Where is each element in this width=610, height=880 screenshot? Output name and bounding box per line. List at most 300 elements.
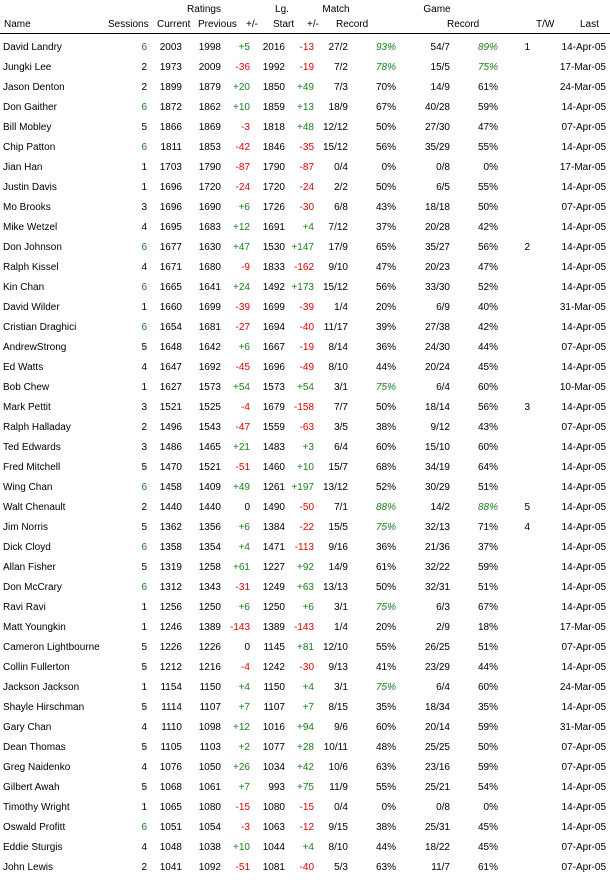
previous-rating-cell: 1573 bbox=[198, 382, 221, 393]
player-name: Chip Patton bbox=[3, 142, 56, 153]
table-row bbox=[0, 698, 610, 718]
current-rating-cell: 1521 bbox=[159, 402, 182, 413]
current-rating-cell: 1677 bbox=[159, 242, 182, 253]
game-record-cell: 35/27 bbox=[424, 242, 450, 253]
player-name: Ted Edwards bbox=[3, 442, 61, 453]
sessions-cell: 4 bbox=[141, 722, 147, 733]
table-row bbox=[0, 418, 610, 438]
start-rating-cell: 1471 bbox=[262, 542, 285, 553]
current-rating-cell: 1486 bbox=[159, 442, 182, 453]
current-rating-cell: 1362 bbox=[159, 522, 182, 533]
table-row bbox=[0, 778, 610, 798]
current-rating-cell: 1068 bbox=[159, 782, 182, 793]
start-change-cell: -13 bbox=[299, 42, 314, 53]
start-change-cell: -40 bbox=[299, 862, 314, 873]
game-record-cell: 40/28 bbox=[424, 102, 450, 113]
start-rating-cell: 1696 bbox=[262, 362, 285, 373]
col-header-tw: T/W bbox=[536, 19, 555, 30]
start-change-cell: -39 bbox=[299, 302, 314, 313]
previous-rating-cell: 1879 bbox=[198, 82, 221, 93]
game-record-cell: 6/9 bbox=[436, 302, 450, 313]
start-change-cell: -143 bbox=[293, 622, 314, 633]
sessions-cell: 4 bbox=[141, 842, 147, 853]
game-pct-cell: 44% bbox=[477, 662, 498, 673]
current-rating-cell: 1105 bbox=[160, 742, 182, 753]
start-change-cell: +4 bbox=[302, 842, 314, 853]
game-pct-cell: 37% bbox=[477, 542, 498, 553]
match-pct-cell: 38% bbox=[375, 422, 396, 433]
sessions-cell: 1 bbox=[141, 162, 147, 173]
table-row bbox=[0, 358, 610, 378]
start-change-cell: -49 bbox=[299, 362, 314, 373]
match-pct-cell: 44% bbox=[375, 842, 396, 853]
match-record-cell: 12/10 bbox=[322, 642, 348, 653]
match-pct-cell: 39% bbox=[375, 322, 396, 333]
game-pct-cell: 61% bbox=[477, 82, 498, 93]
player-name: Jian Han bbox=[3, 162, 43, 173]
game-record-cell: 14/2 bbox=[430, 502, 450, 513]
match-record-cell: 8/15 bbox=[328, 702, 348, 713]
sessions-cell: 1 bbox=[141, 602, 147, 613]
player-name: AndrewStrong bbox=[3, 342, 67, 353]
match-pct-cell: 55% bbox=[375, 782, 396, 793]
game-record-cell: 6/5 bbox=[436, 182, 450, 193]
match-record-cell: 5/3 bbox=[334, 862, 348, 873]
start-change-cell: +94 bbox=[297, 722, 314, 733]
game-pct-cell: 75% bbox=[477, 62, 498, 73]
start-rating-cell: 1080 bbox=[262, 802, 285, 813]
match-record-cell: 9/16 bbox=[328, 542, 348, 553]
game-record-cell: 18/34 bbox=[424, 702, 450, 713]
current-rating-cell: 1696 bbox=[159, 202, 182, 213]
game-record-cell: 20/14 bbox=[424, 722, 450, 733]
match-pct-cell: 50% bbox=[375, 122, 396, 133]
last-played-cell: 24-Mar-05 bbox=[559, 682, 606, 693]
col-header-start: Start bbox=[273, 19, 295, 30]
match-pct-cell: 44% bbox=[375, 362, 396, 373]
start-change-cell: -87 bbox=[299, 162, 314, 173]
start-change-cell: +81 bbox=[297, 642, 314, 653]
last-played-cell: 17-Mar-05 bbox=[559, 162, 606, 173]
last-played-cell: 17-Mar-05 bbox=[559, 622, 606, 633]
match-pct-cell: 70% bbox=[375, 82, 396, 93]
last-played-cell: 14-Apr-05 bbox=[561, 282, 606, 293]
sessions-cell: 5 bbox=[141, 562, 147, 573]
player-name: Jim Norris bbox=[3, 522, 48, 533]
previous-rating-cell: 1092 bbox=[198, 862, 221, 873]
rating-change-cell: +26 bbox=[233, 762, 250, 773]
player-name: Dick Cloyd bbox=[3, 542, 51, 553]
current-rating-cell: 1041 bbox=[159, 862, 182, 873]
match-record-cell: 14/9 bbox=[328, 562, 348, 573]
table-row bbox=[0, 478, 610, 498]
game-pct-cell: 35% bbox=[477, 702, 498, 713]
start-change-cell: +75 bbox=[297, 782, 314, 793]
game-pct-cell: 56% bbox=[477, 402, 498, 413]
previous-rating-cell: 1998 bbox=[198, 42, 221, 53]
table-row bbox=[0, 638, 610, 658]
match-pct-cell: 65% bbox=[375, 242, 396, 253]
start-change-cell: +49 bbox=[297, 82, 314, 93]
game-pct-cell: 44% bbox=[477, 342, 498, 353]
player-name: Matt Youngkin bbox=[3, 622, 66, 633]
last-played-cell: 14-Apr-05 bbox=[561, 222, 606, 233]
match-pct-cell: 0% bbox=[381, 162, 396, 173]
match-record-cell: 9/6 bbox=[334, 722, 348, 733]
rating-change-cell: -3 bbox=[241, 822, 250, 833]
game-pct-cell: 59% bbox=[477, 562, 498, 573]
match-record-cell: 2/2 bbox=[334, 182, 348, 193]
player-name: John Lewis bbox=[3, 862, 54, 873]
start-rating-cell: 1818 bbox=[262, 122, 285, 133]
previous-rating-cell: 1690 bbox=[198, 202, 221, 213]
match-record-cell: 6/4 bbox=[334, 442, 348, 453]
sessions-cell: 5 bbox=[141, 702, 147, 713]
last-played-cell: 14-Apr-05 bbox=[561, 402, 606, 413]
header-divider bbox=[0, 33, 610, 34]
previous-rating-cell: 1642 bbox=[198, 342, 221, 353]
previous-rating-cell: 1681 bbox=[198, 322, 221, 333]
rating-change-cell: -24 bbox=[235, 182, 250, 193]
current-rating-cell: 1872 bbox=[159, 102, 182, 113]
game-record-cell: 25/21 bbox=[424, 782, 450, 793]
last-played-cell: 07-Apr-05 bbox=[561, 762, 606, 773]
rating-change-cell: +2 bbox=[238, 742, 250, 753]
start-rating-cell: 1790 bbox=[262, 162, 285, 173]
match-pct-cell: 20% bbox=[375, 622, 396, 633]
player-name: Wing Chan bbox=[3, 482, 53, 493]
tw-cell: 3 bbox=[524, 402, 530, 413]
rating-change-cell: -87 bbox=[235, 162, 250, 173]
game-record-cell: 24/30 bbox=[424, 342, 450, 353]
match-record-cell: 8/10 bbox=[328, 362, 348, 373]
start-change-cell: +6 bbox=[302, 602, 314, 613]
player-name: Mark Pettit bbox=[3, 402, 51, 413]
sessions-cell: 1 bbox=[141, 302, 147, 313]
rating-change-cell: -9 bbox=[241, 262, 250, 273]
last-played-cell: 14-Apr-05 bbox=[561, 262, 606, 273]
game-pct-cell: 59% bbox=[477, 762, 498, 773]
player-name: Jason Denton bbox=[3, 82, 65, 93]
table-row bbox=[0, 758, 610, 778]
sessions-cell: 5 bbox=[141, 782, 147, 793]
start-rating-cell: 2016 bbox=[262, 42, 285, 53]
start-rating-cell: 1081 bbox=[262, 862, 285, 873]
game-pct-cell: 50% bbox=[477, 202, 498, 213]
match-record-cell: 7/7 bbox=[334, 402, 348, 413]
table-row bbox=[0, 178, 610, 198]
game-record-cell: 9/12 bbox=[430, 422, 450, 433]
last-played-cell: 07-Apr-05 bbox=[561, 122, 606, 133]
rating-change-cell: 0 bbox=[244, 642, 250, 653]
table-row bbox=[0, 218, 610, 238]
start-change-cell: +48 bbox=[297, 122, 314, 133]
rating-change-cell: -4 bbox=[241, 402, 250, 413]
current-rating-cell: 1051 bbox=[159, 822, 182, 833]
start-change-cell: +197 bbox=[291, 482, 314, 493]
match-pct-cell: 43% bbox=[375, 202, 396, 213]
player-name: Cristian Draghici bbox=[3, 322, 77, 333]
rating-change-cell: -15 bbox=[235, 802, 250, 813]
match-pct-cell: 38% bbox=[375, 822, 396, 833]
previous-rating-cell: 1258 bbox=[198, 562, 221, 573]
sessions-cell: 3 bbox=[141, 442, 147, 453]
rating-change-cell: 0 bbox=[244, 502, 250, 513]
match-pct-cell: 52% bbox=[375, 482, 396, 493]
last-played-cell: 14-Apr-05 bbox=[561, 102, 606, 113]
start-change-cell: -30 bbox=[299, 202, 314, 213]
current-rating-cell: 1226 bbox=[159, 642, 182, 653]
table-row bbox=[0, 278, 610, 298]
game-record-cell: 21/36 bbox=[424, 542, 450, 553]
match-record-cell: 11/9 bbox=[329, 782, 348, 793]
sessions-cell: 6 bbox=[141, 242, 147, 253]
last-played-cell: 31-Mar-05 bbox=[559, 722, 606, 733]
table-row bbox=[0, 398, 610, 418]
start-rating-cell: 1063 bbox=[262, 822, 285, 833]
player-name: Don Johnson bbox=[3, 242, 62, 253]
current-rating-cell: 1470 bbox=[159, 462, 182, 473]
start-change-cell: +7 bbox=[302, 702, 314, 713]
start-rating-cell: 1492 bbox=[262, 282, 285, 293]
match-pct-cell: 50% bbox=[375, 402, 396, 413]
start-rating-cell: 1034 bbox=[262, 762, 285, 773]
sessions-cell: 5 bbox=[141, 662, 147, 673]
last-played-cell: 10-Mar-05 bbox=[559, 382, 606, 393]
rating-change-cell: +21 bbox=[233, 442, 250, 453]
start-change-cell: +173 bbox=[291, 282, 314, 293]
start-rating-cell: 1992 bbox=[262, 62, 285, 73]
previous-rating-cell: 1409 bbox=[198, 482, 221, 493]
match-pct-cell: 75% bbox=[375, 682, 396, 693]
match-record-cell: 15/5 bbox=[328, 522, 348, 533]
current-rating-cell: 1076 bbox=[159, 762, 182, 773]
sessions-cell: 2 bbox=[141, 82, 147, 93]
game-pct-cell: 51% bbox=[477, 482, 498, 493]
match-pct-cell: 60% bbox=[375, 722, 396, 733]
game-record-cell: 23/16 bbox=[424, 762, 450, 773]
start-rating-cell: 1384 bbox=[262, 522, 285, 533]
col-header-match-record: Record bbox=[336, 19, 369, 30]
start-change-cell: -15 bbox=[299, 802, 314, 813]
table-row bbox=[0, 298, 610, 318]
current-rating-cell: 1496 bbox=[159, 422, 182, 433]
player-name: Don Gaither bbox=[3, 102, 57, 113]
rating-change-cell: -36 bbox=[235, 62, 250, 73]
current-rating-cell: 1110 bbox=[161, 722, 182, 733]
start-change-cell: -12 bbox=[299, 822, 314, 833]
current-rating-cell: 1319 bbox=[159, 562, 182, 573]
player-name: Walt Chenault bbox=[3, 502, 66, 513]
table-row bbox=[0, 318, 610, 338]
last-played-cell: 14-Apr-05 bbox=[561, 482, 606, 493]
game-pct-cell: 52% bbox=[477, 282, 498, 293]
rating-change-cell: +61 bbox=[233, 562, 250, 573]
table-row bbox=[0, 858, 610, 878]
previous-rating-cell: 1699 bbox=[198, 302, 221, 313]
sessions-cell: 1 bbox=[141, 802, 147, 813]
current-rating-cell: 1899 bbox=[159, 82, 182, 93]
rating-change-cell: -39 bbox=[235, 302, 250, 313]
table-row bbox=[0, 378, 610, 398]
game-record-cell: 18/14 bbox=[424, 402, 450, 413]
last-played-cell: 14-Apr-05 bbox=[561, 362, 606, 373]
previous-rating-cell: 1440 bbox=[198, 502, 221, 513]
rating-change-cell: -45 bbox=[235, 362, 250, 373]
table-row bbox=[0, 498, 610, 518]
player-name: Timothy Wright bbox=[3, 802, 70, 813]
match-pct-cell: 36% bbox=[375, 342, 396, 353]
player-name: Ralph Halladay bbox=[3, 422, 71, 433]
table-row bbox=[0, 38, 610, 58]
start-rating-cell: 1694 bbox=[262, 322, 285, 333]
start-rating-cell: 1490 bbox=[262, 502, 285, 513]
match-record-cell: 1/4 bbox=[334, 622, 348, 633]
start-change-cell: +54 bbox=[297, 382, 314, 393]
start-rating-cell: 1150 bbox=[263, 682, 285, 693]
game-record-cell: 14/9 bbox=[430, 82, 450, 93]
previous-rating-cell: 1054 bbox=[198, 822, 221, 833]
start-change-cell: +63 bbox=[297, 582, 314, 593]
previous-rating-cell: 1869 bbox=[198, 122, 221, 133]
game-pct-cell: 42% bbox=[477, 222, 498, 233]
last-played-cell: 31-Mar-05 bbox=[559, 302, 606, 313]
game-pct-cell: 88% bbox=[477, 502, 498, 513]
current-rating-cell: 1312 bbox=[159, 582, 182, 593]
game-record-cell: 20/28 bbox=[424, 222, 450, 233]
sessions-cell: 3 bbox=[141, 402, 147, 413]
game-pct-cell: 0% bbox=[483, 162, 498, 173]
player-name: Shayle Hirschman bbox=[3, 702, 85, 713]
player-name: Kin Chan bbox=[3, 282, 45, 293]
rating-change-cell: +5 bbox=[238, 42, 250, 53]
rating-change-cell: +6 bbox=[238, 342, 250, 353]
match-pct-cell: 56% bbox=[375, 282, 396, 293]
previous-rating-cell: 1216 bbox=[198, 662, 221, 673]
col-header-current: Current bbox=[157, 19, 191, 30]
previous-rating-cell: 1356 bbox=[198, 522, 221, 533]
game-record-cell: 18/22 bbox=[424, 842, 450, 853]
game-pct-cell: 59% bbox=[477, 722, 498, 733]
match-pct-cell: 50% bbox=[375, 182, 396, 193]
previous-rating-cell: 1343 bbox=[198, 582, 221, 593]
start-rating-cell: 1389 bbox=[262, 622, 285, 633]
previous-rating-cell: 1389 bbox=[198, 622, 221, 633]
player-name: David Wilder bbox=[3, 302, 60, 313]
start-change-cell: +10 bbox=[297, 462, 314, 473]
game-record-cell: 23/29 bbox=[424, 662, 450, 673]
game-pct-cell: 45% bbox=[477, 822, 498, 833]
game-pct-cell: 55% bbox=[477, 182, 498, 193]
table-row bbox=[0, 738, 610, 758]
sessions-cell: 1 bbox=[141, 182, 147, 193]
rating-change-cell: +20 bbox=[233, 82, 250, 93]
match-record-cell: 10/6 bbox=[328, 762, 348, 773]
start-change-cell: +4 bbox=[302, 682, 314, 693]
start-rating-cell: 993 bbox=[268, 782, 285, 793]
previous-rating-cell: 1226 bbox=[198, 642, 221, 653]
match-record-cell: 13/12 bbox=[322, 482, 348, 493]
sessions-cell: 2 bbox=[141, 502, 147, 513]
match-pct-cell: 93% bbox=[375, 42, 396, 53]
start-change-cell: -19 bbox=[299, 62, 314, 73]
previous-rating-cell: 1465 bbox=[198, 442, 221, 453]
previous-rating-cell: 1862 bbox=[198, 102, 221, 113]
game-pct-cell: 40% bbox=[477, 302, 498, 313]
game-record-cell: 11/7 bbox=[431, 862, 450, 873]
start-change-cell: +3 bbox=[302, 442, 314, 453]
table-row bbox=[0, 138, 610, 158]
sessions-cell: 6 bbox=[141, 142, 147, 153]
start-change-cell: -158 bbox=[293, 402, 314, 413]
current-rating-cell: 1246 bbox=[159, 622, 182, 633]
sessions-cell: 6 bbox=[141, 822, 147, 833]
player-name: Collin Fullerton bbox=[3, 662, 70, 673]
game-record-cell: 54/7 bbox=[430, 42, 450, 53]
player-name: Ravi Ravi bbox=[3, 602, 46, 613]
match-record-cell: 9/13 bbox=[328, 662, 348, 673]
last-played-cell: 07-Apr-05 bbox=[561, 202, 606, 213]
game-pct-cell: 67% bbox=[477, 602, 498, 613]
last-played-cell: 14-Apr-05 bbox=[561, 442, 606, 453]
col-header-previous: Previous bbox=[198, 19, 237, 30]
match-pct-cell: 78% bbox=[375, 62, 396, 73]
rating-change-cell: +12 bbox=[233, 722, 250, 733]
tw-cell: 2 bbox=[524, 242, 530, 253]
previous-rating-cell: 1853 bbox=[198, 142, 221, 153]
game-record-cell: 25/31 bbox=[424, 822, 450, 833]
current-rating-cell: 1660 bbox=[159, 302, 182, 313]
table-row bbox=[0, 258, 610, 278]
match-pct-cell: 88% bbox=[375, 502, 396, 513]
sessions-cell: 5 bbox=[141, 122, 147, 133]
start-rating-cell: 1261 bbox=[262, 482, 285, 493]
current-rating-cell: 1458 bbox=[159, 482, 182, 493]
game-pct-cell: 0% bbox=[483, 802, 498, 813]
previous-rating-cell: 1038 bbox=[198, 842, 221, 853]
current-rating-cell: 1154 bbox=[160, 682, 182, 693]
start-rating-cell: 1483 bbox=[262, 442, 285, 453]
game-pct-cell: 47% bbox=[477, 122, 498, 133]
match-pct-cell: 55% bbox=[375, 642, 396, 653]
sessions-cell: 6 bbox=[141, 282, 147, 293]
match-pct-cell: 35% bbox=[375, 702, 396, 713]
rating-change-cell: +47 bbox=[233, 242, 250, 253]
previous-rating-cell: 1543 bbox=[198, 422, 221, 433]
table-row bbox=[0, 598, 610, 618]
match-pct-cell: 60% bbox=[375, 442, 396, 453]
current-rating-cell: 1703 bbox=[159, 162, 182, 173]
game-pct-cell: 18% bbox=[477, 622, 498, 633]
start-change-cell: -63 bbox=[299, 422, 314, 433]
game-record-cell: 25/25 bbox=[424, 742, 450, 753]
match-record-cell: 7/1 bbox=[334, 502, 348, 513]
rating-change-cell: +24 bbox=[233, 282, 250, 293]
rating-change-cell: +7 bbox=[238, 702, 250, 713]
previous-rating-cell: 1521 bbox=[198, 462, 221, 473]
start-rating-cell: 1145 bbox=[263, 642, 285, 653]
start-rating-cell: 1242 bbox=[262, 662, 285, 673]
game-pct-cell: 64% bbox=[477, 462, 498, 473]
rating-change-cell: -51 bbox=[235, 862, 250, 873]
game-pct-cell: 42% bbox=[477, 322, 498, 333]
match-pct-cell: 50% bbox=[375, 582, 396, 593]
table-row bbox=[0, 618, 610, 638]
rating-change-cell: -4 bbox=[241, 662, 250, 673]
start-rating-cell: 1227 bbox=[262, 562, 285, 573]
game-record-cell: 2/9 bbox=[436, 622, 450, 633]
last-played-cell: 14-Apr-05 bbox=[561, 182, 606, 193]
